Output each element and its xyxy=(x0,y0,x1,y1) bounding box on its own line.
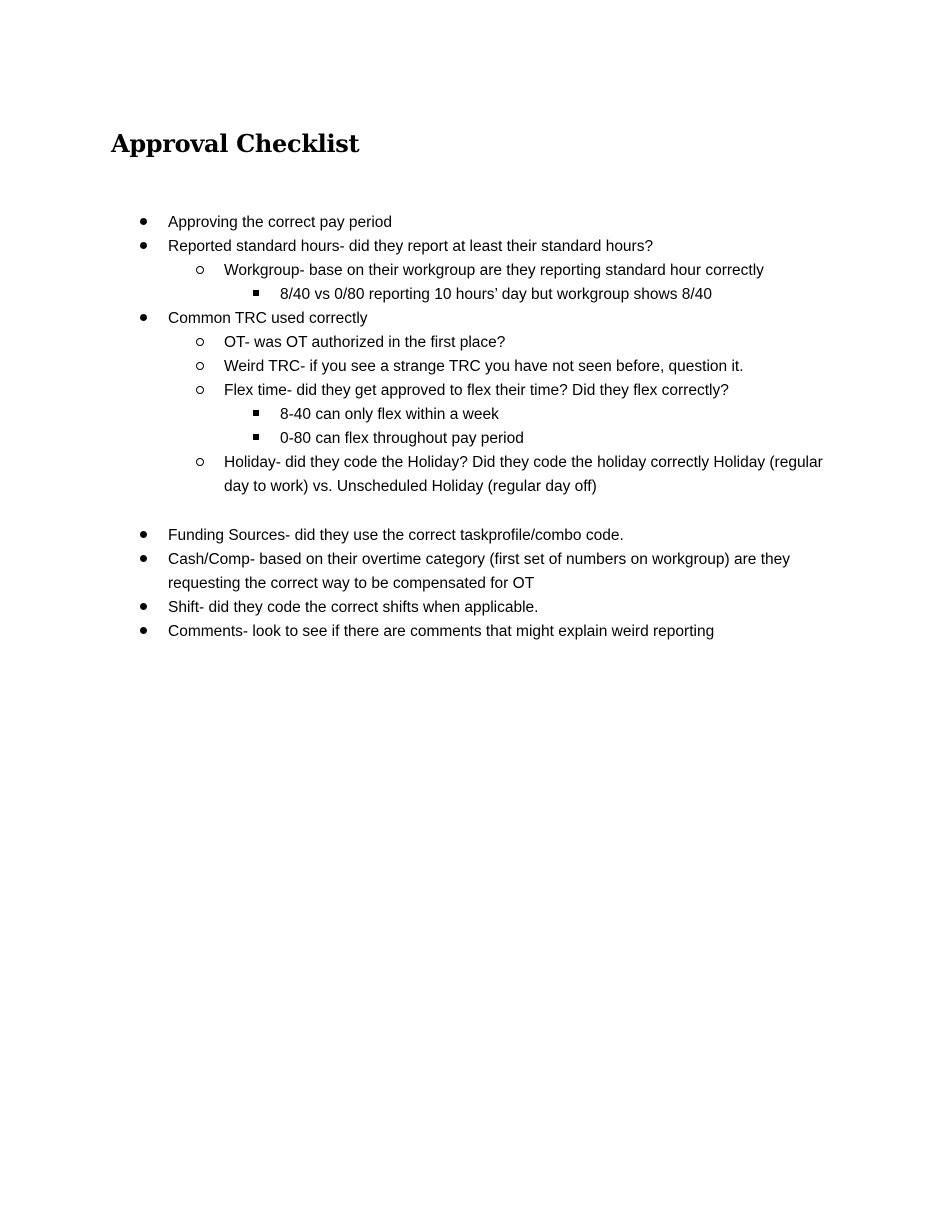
bullet-circle-icon xyxy=(196,331,204,355)
list-item-text: Approving the correct pay period xyxy=(168,214,393,231)
list-item xyxy=(0,596,950,620)
list-item xyxy=(0,307,950,331)
list-item-text: Weird TRC- if you see a strange TRC you have not seen before, question it. xyxy=(224,358,744,375)
list-item xyxy=(0,451,950,499)
list-item xyxy=(0,427,950,451)
bullet-disc-icon xyxy=(140,307,147,331)
bullet-circle-icon xyxy=(196,355,204,379)
bullet-square-icon xyxy=(253,283,259,307)
list-item-text: Common TRC used correctly xyxy=(168,310,368,327)
list-item xyxy=(0,403,950,427)
list-item-text: OT- was OT authorized in the first place? xyxy=(224,334,506,351)
page-title: Approval Checklist xyxy=(111,129,360,158)
list-item-text: Comments- look to see if there are comments that might explain weird reporting xyxy=(168,623,715,640)
bullet-disc-icon xyxy=(140,620,147,644)
bullet-square-icon xyxy=(253,427,259,451)
list-item xyxy=(0,379,950,403)
list-item xyxy=(0,283,950,307)
list-item-text: 8/40 vs 0/80 reporting 10 hours’ day but workgroup shows 8/40 xyxy=(280,286,712,303)
list-item-text: 8-40 can only flex within a week xyxy=(280,406,499,423)
list-item xyxy=(0,235,950,259)
list-item xyxy=(0,331,950,355)
list-item xyxy=(0,259,950,283)
list-item-text: Flex time- did they get approved to flex their time? Did they flex correctly? xyxy=(224,382,729,399)
bullet-disc-icon xyxy=(140,548,147,572)
list-item-text: Reported standard hours- did they report at least their standard hours? xyxy=(168,238,654,255)
bullet-circle-icon xyxy=(196,379,204,403)
list-item-text: Funding Sources- did they use the correct taskprofile/combo code. xyxy=(168,527,624,544)
list-item-text: Cash/Comp- based on their overtime category (first set of numbers on workgroup) are they requesting the correct way to be compensated for OT xyxy=(168,551,790,592)
bullet-circle-icon xyxy=(196,259,204,283)
bullet-disc-icon xyxy=(140,235,147,259)
bullet-circle-icon xyxy=(196,451,204,475)
checklist xyxy=(0,211,950,644)
bullet-disc-icon xyxy=(140,524,147,548)
list-spacer xyxy=(0,499,950,524)
bullet-disc-icon xyxy=(140,211,147,235)
list-item xyxy=(0,548,950,596)
bullet-disc-icon xyxy=(140,596,147,620)
list-item-text: 0-80 can flex throughout pay period xyxy=(280,430,524,447)
bullet-square-icon xyxy=(253,403,259,427)
list-item-text: Workgroup- base on their workgroup are they reporting standard hour correctly xyxy=(224,262,764,279)
list-item xyxy=(0,211,950,235)
list-item xyxy=(0,355,950,379)
list-item xyxy=(0,524,950,548)
list-item xyxy=(0,620,950,644)
list-item-text: Holiday- did they code the Holiday? Did they code the holiday correctly Holiday (regular day to work) vs. Unscheduled Holiday (regular day off) xyxy=(224,454,823,495)
list-item-text: Shift- did they code the correct shifts when applicable. xyxy=(168,599,539,616)
